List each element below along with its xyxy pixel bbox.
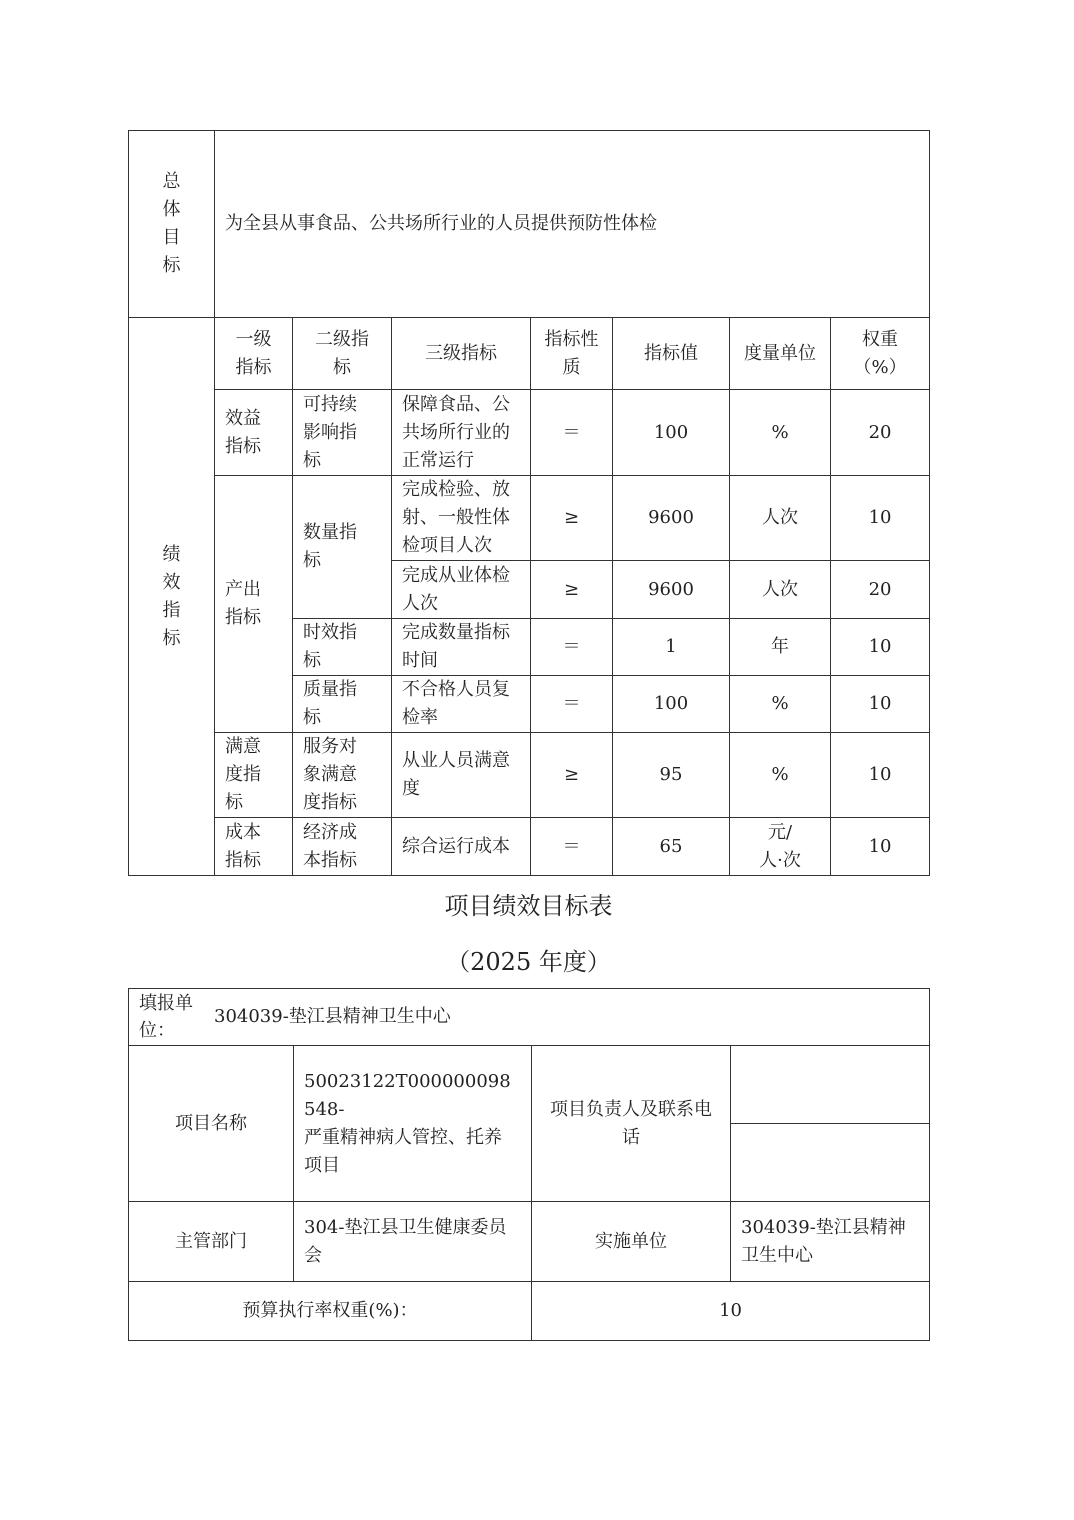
project-info-table: [128, 988, 930, 1341]
budget-label: 预算执行率权重(%)：: [129, 1282, 532, 1341]
cell-value: 9600: [613, 476, 730, 561]
cell-l2: 可持续 影响指 标: [293, 390, 392, 476]
cell-l3: 保障食品、公 共场所行业的 正常运行: [392, 390, 531, 476]
contact-value-1: [731, 1046, 930, 1124]
cell-unit: %: [730, 733, 831, 818]
cell-weight: 20: [831, 390, 930, 476]
goal-text: 为全县从事食品、公共场所行业的人员提供预防性体检: [215, 131, 930, 318]
contact-label: 项目负责人及联系电 话: [532, 1046, 731, 1202]
header-l3: 三级指标: [392, 318, 531, 390]
cell-weight: 10: [831, 818, 930, 876]
table-row: [129, 818, 930, 876]
page-subtitle: （2025 年度）: [446, 948, 611, 976]
dept-value: 304-垫江县卫生健康委员 会: [294, 1202, 532, 1282]
header-nature: 指标性 质: [531, 318, 613, 390]
header-weight: 权重（%）: [831, 318, 930, 390]
cell-nature: ＝: [531, 390, 613, 476]
cell-unit: 元/ 人·次: [730, 818, 831, 876]
cell-unit: 人次: [730, 561, 831, 619]
cell-l2: 服务对 象满意 度指标: [293, 733, 392, 818]
dept-label: 主管部门: [129, 1202, 294, 1282]
cell-weight: 10: [831, 619, 930, 676]
performance-table: [128, 130, 930, 876]
cell-l2: 时效指 标: [293, 619, 392, 676]
header-l1: 一级 指标: [215, 318, 293, 390]
cell-nature: ＝: [531, 818, 613, 876]
cell-l1: 产出 指标: [215, 476, 293, 733]
project-name-label: 项目名称: [129, 1046, 294, 1202]
cell-l1: 效益 指标: [215, 390, 293, 476]
cell-unit: 人次: [730, 476, 831, 561]
cell-l1: 满意 度指 标: [215, 733, 293, 818]
cell-l1: 成本 指标: [215, 818, 293, 876]
contact-value-2: [731, 1124, 930, 1202]
impl-value: 304039-垫江县精神 卫生中心: [731, 1202, 930, 1282]
cell-value: 65: [613, 818, 730, 876]
cell-value: 9600: [613, 561, 730, 619]
unit-value: 304039-垫江县精神卫生中心: [214, 1006, 451, 1027]
cell-nature: ≥: [531, 561, 613, 619]
cell-value: 1: [613, 619, 730, 676]
cell-nature: ＝: [531, 676, 613, 733]
cell-unit: 年: [730, 619, 831, 676]
cell-value: 100: [613, 390, 730, 476]
cell-l3: 不合格人员复 检率: [392, 676, 531, 733]
page-title: 项目绩效目标表: [444, 892, 613, 920]
goal-label: 总 体 目 标: [129, 131, 215, 318]
cell-weight: 10: [831, 476, 930, 561]
header-unit: 度量单位: [730, 318, 831, 390]
perf-label: 绩 效 指 标: [129, 318, 215, 876]
cell-nature: ≥: [531, 733, 613, 818]
budget-value: 10: [532, 1282, 930, 1341]
cell-l2: 质量指 标: [293, 676, 392, 733]
table-row: [129, 733, 930, 818]
cell-nature: ＝: [531, 619, 613, 676]
cell-weight: 10: [831, 733, 930, 818]
cell-l3: 完成从业体检 人次: [392, 561, 531, 619]
cell-value: 100: [613, 676, 730, 733]
cell-unit: %: [730, 676, 831, 733]
cell-nature: ≥: [531, 476, 613, 561]
cell-weight: 10: [831, 676, 930, 733]
cell-value: 95: [613, 733, 730, 818]
cell-l2: 经济成 本指标: [293, 818, 392, 876]
cell-unit: %: [730, 390, 831, 476]
unit-row: [129, 989, 930, 1046]
cell-l3: 完成数量指标 时间: [392, 619, 531, 676]
impl-label: 实施单位: [532, 1202, 731, 1282]
project-name-value: 50023122T000000098548- 严重精神病人管控、托养 项目: [294, 1046, 532, 1202]
cell-l3: 完成检验、放 射、一般性体 检项目人次: [392, 476, 531, 561]
cell-l2: 数量指 标: [293, 476, 392, 619]
header-l2: 二级指 标: [293, 318, 392, 390]
cell-weight: 20: [831, 561, 930, 619]
table-row: [129, 390, 930, 476]
cell-l3: 从业人员满意 度: [392, 733, 531, 818]
table-row: [129, 476, 930, 561]
unit-label: 填报单 位：: [139, 993, 193, 1041]
cell-l3: 综合运行成本: [392, 818, 531, 876]
header-value: 指标值: [613, 318, 730, 390]
